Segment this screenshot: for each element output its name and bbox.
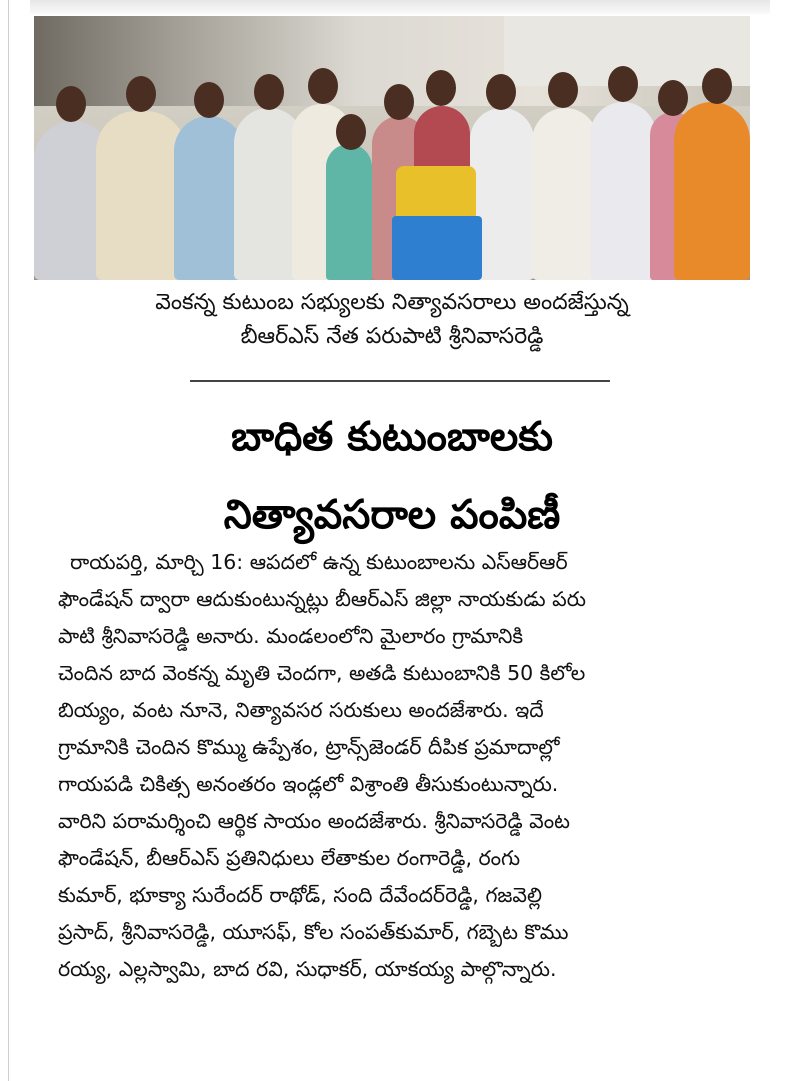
photo-person-head: [336, 114, 366, 150]
caption-underline: [190, 380, 610, 382]
photo-person-head: [702, 68, 732, 104]
column-divider: [8, 0, 9, 1081]
photo-caption: [34, 286, 750, 354]
caption-line: వెంకన్న కుటుంబ సభ్యులకు నిత్యావసరాలు అందజేస్తున్న: [155, 290, 629, 315]
article-line: గ్రామానికి చెందిన కొమ్ము ఉప్పేశం, ట్రాన్స్‌జెండర్ దీపిక ప్రమాదాల్లో: [58, 735, 560, 759]
headline-line: నిత్యావసరాల పంపిణీ: [223, 492, 561, 538]
article-line: రయ్య, ఎల్లస్వామి, బాద రవి, సుధాకర్, యాకయ్య పాల్గొన్నారు.: [58, 957, 557, 981]
article-line: గాయపడి చికిత్స అనంతరం ఇండ్లలో విశ్రాంతి తీసుకుంటున్నారు.: [58, 772, 559, 796]
photo-person: [532, 108, 598, 280]
photo-person-head: [658, 80, 688, 116]
caption-line: బీఆర్ఎస్ నేత పరుపాటి శ్రీనివాసరెడ్డి: [240, 324, 544, 349]
photo-person-head: [126, 76, 156, 112]
photo-person-head: [608, 66, 638, 102]
article-line: రాయపర్తి, మార్చి 16: ఆపదలో ఉన్న కుటుంబాలను ఎస్ఆర్ఆర్: [70, 550, 568, 574]
news-photo: [34, 16, 750, 280]
photo-person-head: [56, 86, 86, 122]
article-line: ఫౌండేషన్ ద్వారా ఆదుకుంటున్నట్లు బీఆర్ఎస్ జిల్లా నాయకుడు పరు: [58, 587, 586, 611]
photo-person: [674, 102, 750, 280]
photo-person-head: [486, 74, 516, 110]
article-line: చెందిన బాద వెంకన్న మృతి చెందగా, అతడి కుటుంబానికి 50 కిలోల: [58, 661, 586, 685]
photo-person-head: [548, 72, 578, 108]
article-headline: [34, 398, 750, 554]
photo-person: [590, 102, 656, 280]
photo-person: [326, 144, 372, 280]
photo-person-head: [254, 74, 284, 110]
photo-person-head: [308, 68, 338, 104]
photo-stool: [392, 216, 482, 280]
article-line: ఫౌండేషన్, బీఆర్ఎస్ ప్రతినిధులు లేతాకుల రంగారెడ్డి, రంగు: [58, 846, 521, 870]
photo-person: [96, 111, 186, 280]
photo-person-head: [194, 82, 224, 118]
headline-line: బాధిత కుటుంబాలకు: [231, 414, 553, 460]
article-line: బియ్యం, వంట నూనె, నిత్యావసర సరుకులు అందజేశారు. ఇదే: [58, 698, 544, 722]
article-line: ప్రసాద్, శ్రీనివాసరెడ్డి, యూసఫ్, కోల సంపత్‌కుమార్, గబ్బెట కొము: [58, 920, 569, 944]
article-line: పాటి శ్రీనివాసరెడ్డి అనారు. మండలంలోని మైలారం గ్రామానికి: [58, 624, 524, 648]
previous-article-remnant: [30, 0, 770, 14]
article-body: [58, 544, 746, 988]
photo-person-head: [426, 70, 456, 106]
article-line: కుమార్, భూక్యా సురేందర్ రాథోడ్, సంది దేవేందర్‌రెడ్డి, గజవెల్లి: [58, 883, 542, 907]
article-line: వారిని పరామర్శించి ఆర్థిక సాయం అందజేశారు. శ్రీనివాసరెడ్డి వెంట: [58, 809, 570, 833]
photo-person-head: [384, 84, 414, 120]
